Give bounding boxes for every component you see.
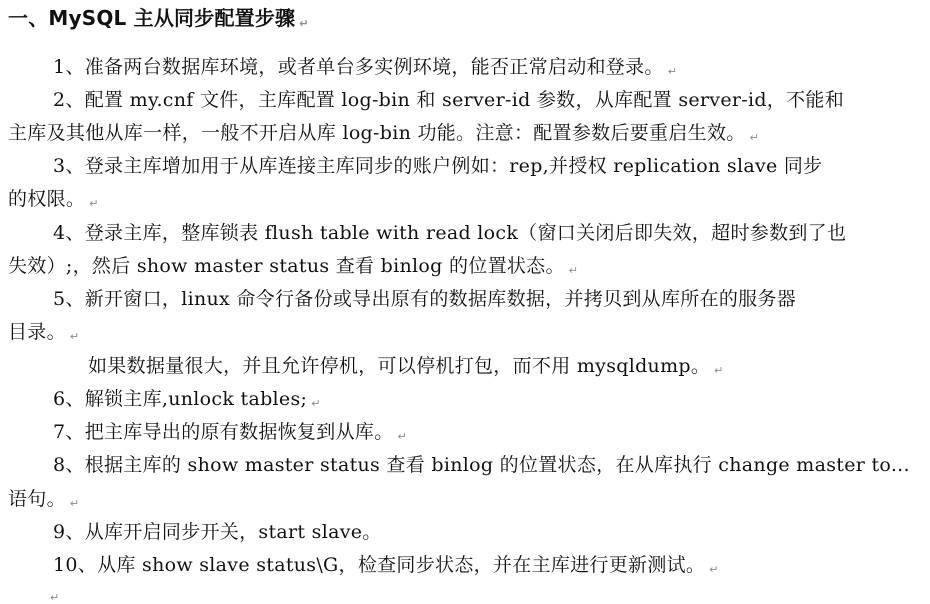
step-6-line xyxy=(53,384,321,414)
paragraph-mark-icon: ↵ xyxy=(709,563,719,576)
step-5-text-2: 目录。 xyxy=(8,321,66,343)
step-2-line-1 xyxy=(53,85,844,115)
step-8-text-1: 8、根据主库的 show master status 查看 binlog 的位置状态，在从库执行 change master to... xyxy=(53,454,910,476)
paragraph-mark-icon: ↵ xyxy=(749,131,760,144)
step-4-line-1 xyxy=(53,218,846,248)
step-2-text-2: 主库及其他从库一样，一般不开启从库 log-bin 功能。注意：配置参数后要重启生效。 xyxy=(8,122,746,144)
step-3-line-2 xyxy=(8,184,99,214)
paragraph-mark-icon: ↵ xyxy=(311,397,321,410)
step-1-line xyxy=(53,52,677,82)
step-5-text-1: 5、新开窗口，linux 命令行备份或导出原有的数据库数据，并拷贝到从库所在的服务器 xyxy=(53,288,797,310)
step-7-line xyxy=(53,417,407,447)
step-3-text-1: 3、登录主库增加用于从库连接主库同步的账户例如：rep,并授权 replication slave 同步 xyxy=(53,155,823,177)
step-6-text: 6、解锁主库,unlock tables; xyxy=(53,388,308,410)
step-3-line-1 xyxy=(53,151,822,181)
step-1-text: 1、准备两台数据库环境，或者单台多实例环境，能否正常启动和登录。 xyxy=(53,56,664,78)
step-4-text-2: 失效）;，然后 show master status 查看 binlog 的位置状态。 xyxy=(8,255,565,277)
paragraph-mark-icon: ↵ xyxy=(89,197,99,210)
step-9-line xyxy=(53,517,382,547)
section-heading xyxy=(8,3,309,33)
step-5-line-2 xyxy=(8,317,79,347)
step-10-text: 10、从库 show slave status\G，检查同步状态，并在主库进行更新测试。 xyxy=(53,554,706,576)
step-10-line xyxy=(53,550,719,580)
step-2-line-2 xyxy=(8,118,759,148)
paragraph-mark-icon: ↵ xyxy=(397,430,408,443)
paragraph-mark-icon: ↵ xyxy=(667,65,678,78)
paragraph-mark-icon: ↵ xyxy=(568,264,579,277)
step-3-text-2: 的权限。 xyxy=(8,188,86,210)
step-4-text-1: 4、登录主库，整库锁表 flush table with read lock（窗口关闭后即失效，超时参数到了也 xyxy=(53,222,847,244)
step-5-note-line xyxy=(88,351,724,381)
step-9-text: 9、从库开启同步开关，start slave。 xyxy=(53,521,382,543)
paragraph-mark-icon: ↵ xyxy=(50,591,60,604)
step-8-line-1 xyxy=(53,450,910,480)
step-7-text: 7、把主库导出的原有数据恢复到从库。 xyxy=(53,421,394,443)
step-5-note-text: 如果数据量很大，并且允许停机，可以停机打包，而不用 mysqldump。 xyxy=(88,355,711,377)
paragraph-mark-icon: ↵ xyxy=(69,330,80,343)
heading-text: 一、MySQL 主从同步配置步骤 xyxy=(8,6,296,30)
paragraph-mark-icon: ↵ xyxy=(714,364,724,377)
step-5-line-1 xyxy=(53,284,796,314)
step-8-text-2: 语句。 xyxy=(8,488,66,510)
step-8-line-2 xyxy=(8,484,79,514)
step-4-line-2 xyxy=(8,251,578,281)
step-2-text-1: 2、配置 my.cnf 文件，主库配置 log-bin 和 server-id 参数，从库配置 server-id，不能和 xyxy=(53,89,845,111)
paragraph-mark-icon: ↵ xyxy=(69,497,80,510)
paragraph-mark-icon: ↵ xyxy=(299,17,309,30)
